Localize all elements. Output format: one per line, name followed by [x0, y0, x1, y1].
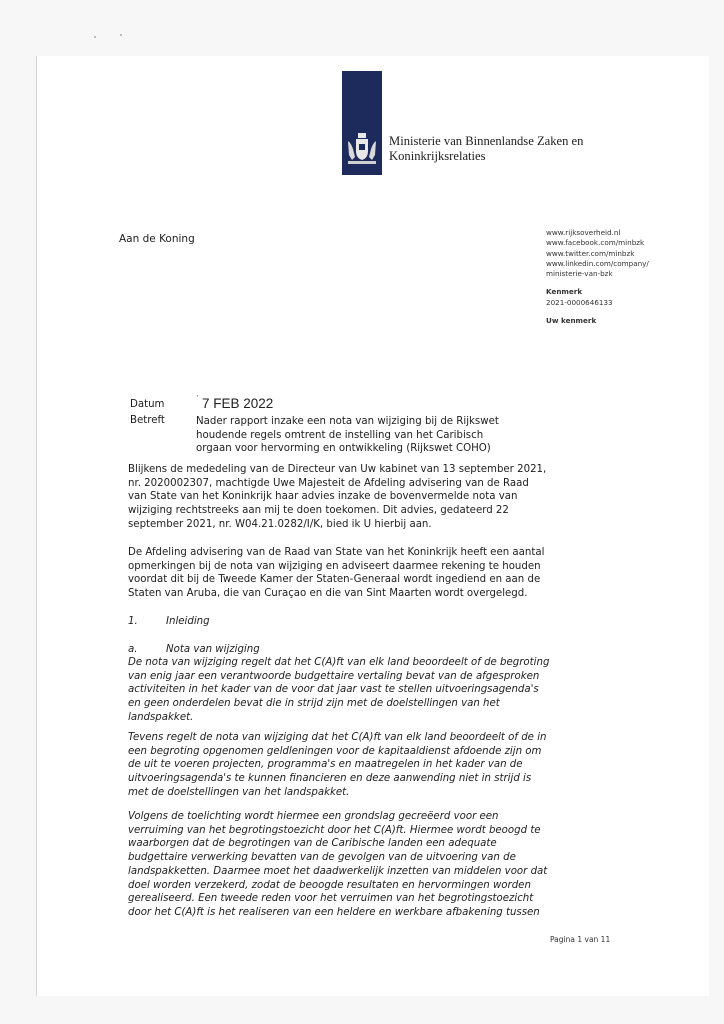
- text-line: door het C(A)ft is het realiseren van een heldere en werkbare afbakening tussen: [128, 906, 540, 918]
- text-line: waarborgen dat de begrotingen van de Caribische landen een adequate: [128, 838, 497, 850]
- text-line: gerealiseerd. Een tweede reden voor het verruimen van het begrotingstoezicht: [128, 893, 534, 905]
- section-title: Inleiding: [166, 616, 210, 627]
- subsection-heading: [128, 643, 608, 657]
- datum-label: Datum: [130, 399, 165, 410]
- text-line: opmerkingen bij de nota van wijziging en adviseert daarmee rekening te houden: [128, 560, 541, 572]
- subject-line: houdende regels omtrent de instelling van het Caribisch: [196, 429, 484, 441]
- text-line: en geen onderdelen bevat die in strijd zijn met de doelstellingen van het: [128, 698, 500, 710]
- paragraph-1: [128, 463, 608, 532]
- text-line: voordat dit bij de Tweede Kamer der Staten-Generaal wordt ingediend en aan de: [128, 574, 541, 586]
- link-linkedin-cont[interactable]: ministerie-van-bzk: [546, 269, 613, 279]
- text-line: van State van het Koninkrijk haar advies inzake de bovenvermelde nota van: [128, 491, 518, 503]
- text-line: De nota van wijziging regelt dat het C(A)ft van elk land beoordeelt of de begroting: [128, 657, 550, 668]
- kenmerk-value: 2021-0000646133: [546, 297, 613, 307]
- text-line: Blijkens de mededeling van de Directeur van Uw kabinet van 13 september 2021,: [128, 464, 547, 475]
- link-linkedin[interactable]: www.linkedin.com/company/: [546, 258, 649, 268]
- subject-line: Nader rapport inzake een nota van wijziging bij de Rijkswet: [196, 416, 499, 427]
- text-line: september 2021, nr. W04.21.0282/I/K, bied ik U hierbij aan.: [128, 518, 432, 530]
- text-line: activiteiten in het kader van de voor dat jaar vast te stellen uitvoeringsagenda's: [128, 684, 539, 696]
- subsection-letter: a.: [128, 644, 138, 655]
- uw-kenmerk-label: Uw kenmerk: [546, 316, 597, 326]
- text-line: landspakket.: [128, 711, 194, 723]
- ministry-line: Koninkrijksrelaties: [389, 149, 486, 163]
- paragraph-4: [128, 731, 608, 800]
- link-twitter[interactable]: www.twitter.com/minbzk: [546, 248, 635, 258]
- text-line: doel worden verzekerd, zodat de beoogde resultaten en hervormingen worden: [128, 879, 531, 891]
- sender-details: [546, 228, 686, 326]
- link-facebook[interactable]: www.facebook.com/minbzk: [546, 238, 645, 248]
- coat-of-arms-icon: [344, 132, 380, 166]
- section-number: 1.: [128, 616, 138, 627]
- page-number: Pagina 1 van 11: [550, 935, 611, 944]
- text-line: met de doelstellingen van het landspakket.: [128, 786, 350, 798]
- paragraph-5: [128, 810, 608, 920]
- section-heading: [128, 615, 608, 629]
- text-line: budgettaire verwerking bevatten van de gevolgen van de uitvoering van de: [128, 852, 516, 864]
- text-line: Volgens de toelichting wordt hiermee een grondslag gecreëerd voor een: [128, 811, 499, 822]
- text-line: verruiming van het begrotingstoezicht door het C(A)ft. Hiermee wordt beoogd te: [128, 824, 541, 836]
- ministry-name: [389, 134, 649, 164]
- text-line: Tevens regelt de nota van wijziging dat het C(A)ft van elk land beoordeelt of de in: [128, 732, 547, 743]
- scan-speck: [120, 34, 122, 36]
- text-line: van enig jaar een verantwoorde budgettaire vertaling bevat van de afgesproken: [128, 670, 540, 682]
- text-line: landspakketten. Daarmee moet het daadwerkelijk inzetten van middelen voor dat: [128, 865, 548, 877]
- text-line: de uit te voeren projecten, programma's en maatregelen in het kader van de: [128, 759, 523, 771]
- text-line: uitvoeringsagenda's te kunnen financieren en deze aanwending niet in strijd is: [128, 773, 532, 785]
- paragraph-3: [128, 656, 608, 725]
- betreft-label: Betreft: [130, 415, 165, 426]
- text-line: wijziging rechtstreeks aan mij te doen toekomen. Dit advies, gedateerd 22: [128, 505, 509, 517]
- subject-line: orgaan voor hervorming en ontwikkeling (Rijkswet COHO): [196, 443, 491, 455]
- text-line: een begroting opgenomen geldleningen voor de kapitaaldienst afdoende zijn om: [128, 745, 542, 757]
- paragraph-2: [128, 546, 608, 601]
- kenmerk-label: Kenmerk: [546, 287, 583, 297]
- text-line: nr. 2020002307, machtigde Uwe Majesteit de Afdeling advisering van de Raad: [128, 477, 529, 489]
- stamp-mark: ˋ: [196, 394, 199, 404]
- link-website[interactable]: www.rijksoverheid.nl: [546, 228, 621, 237]
- text-line: De Afdeling advisering van de Raad van State van het Koninkrijk heeft een aantal: [128, 547, 545, 558]
- date-stamp: [196, 394, 273, 411]
- subject: [196, 415, 526, 456]
- subsection-title: Nota van wijziging: [166, 644, 260, 655]
- text-line: Staten van Aruba, die van Curaçao en die van Sint Maarten wordt overgelegd.: [128, 588, 528, 600]
- addressee: Aan de Koning: [119, 233, 195, 245]
- datum-value: 7 FEB 2022: [202, 396, 274, 411]
- scan-speck: [94, 36, 96, 38]
- ministry-line: Ministerie van Binnenlandse Zaken en: [389, 134, 584, 148]
